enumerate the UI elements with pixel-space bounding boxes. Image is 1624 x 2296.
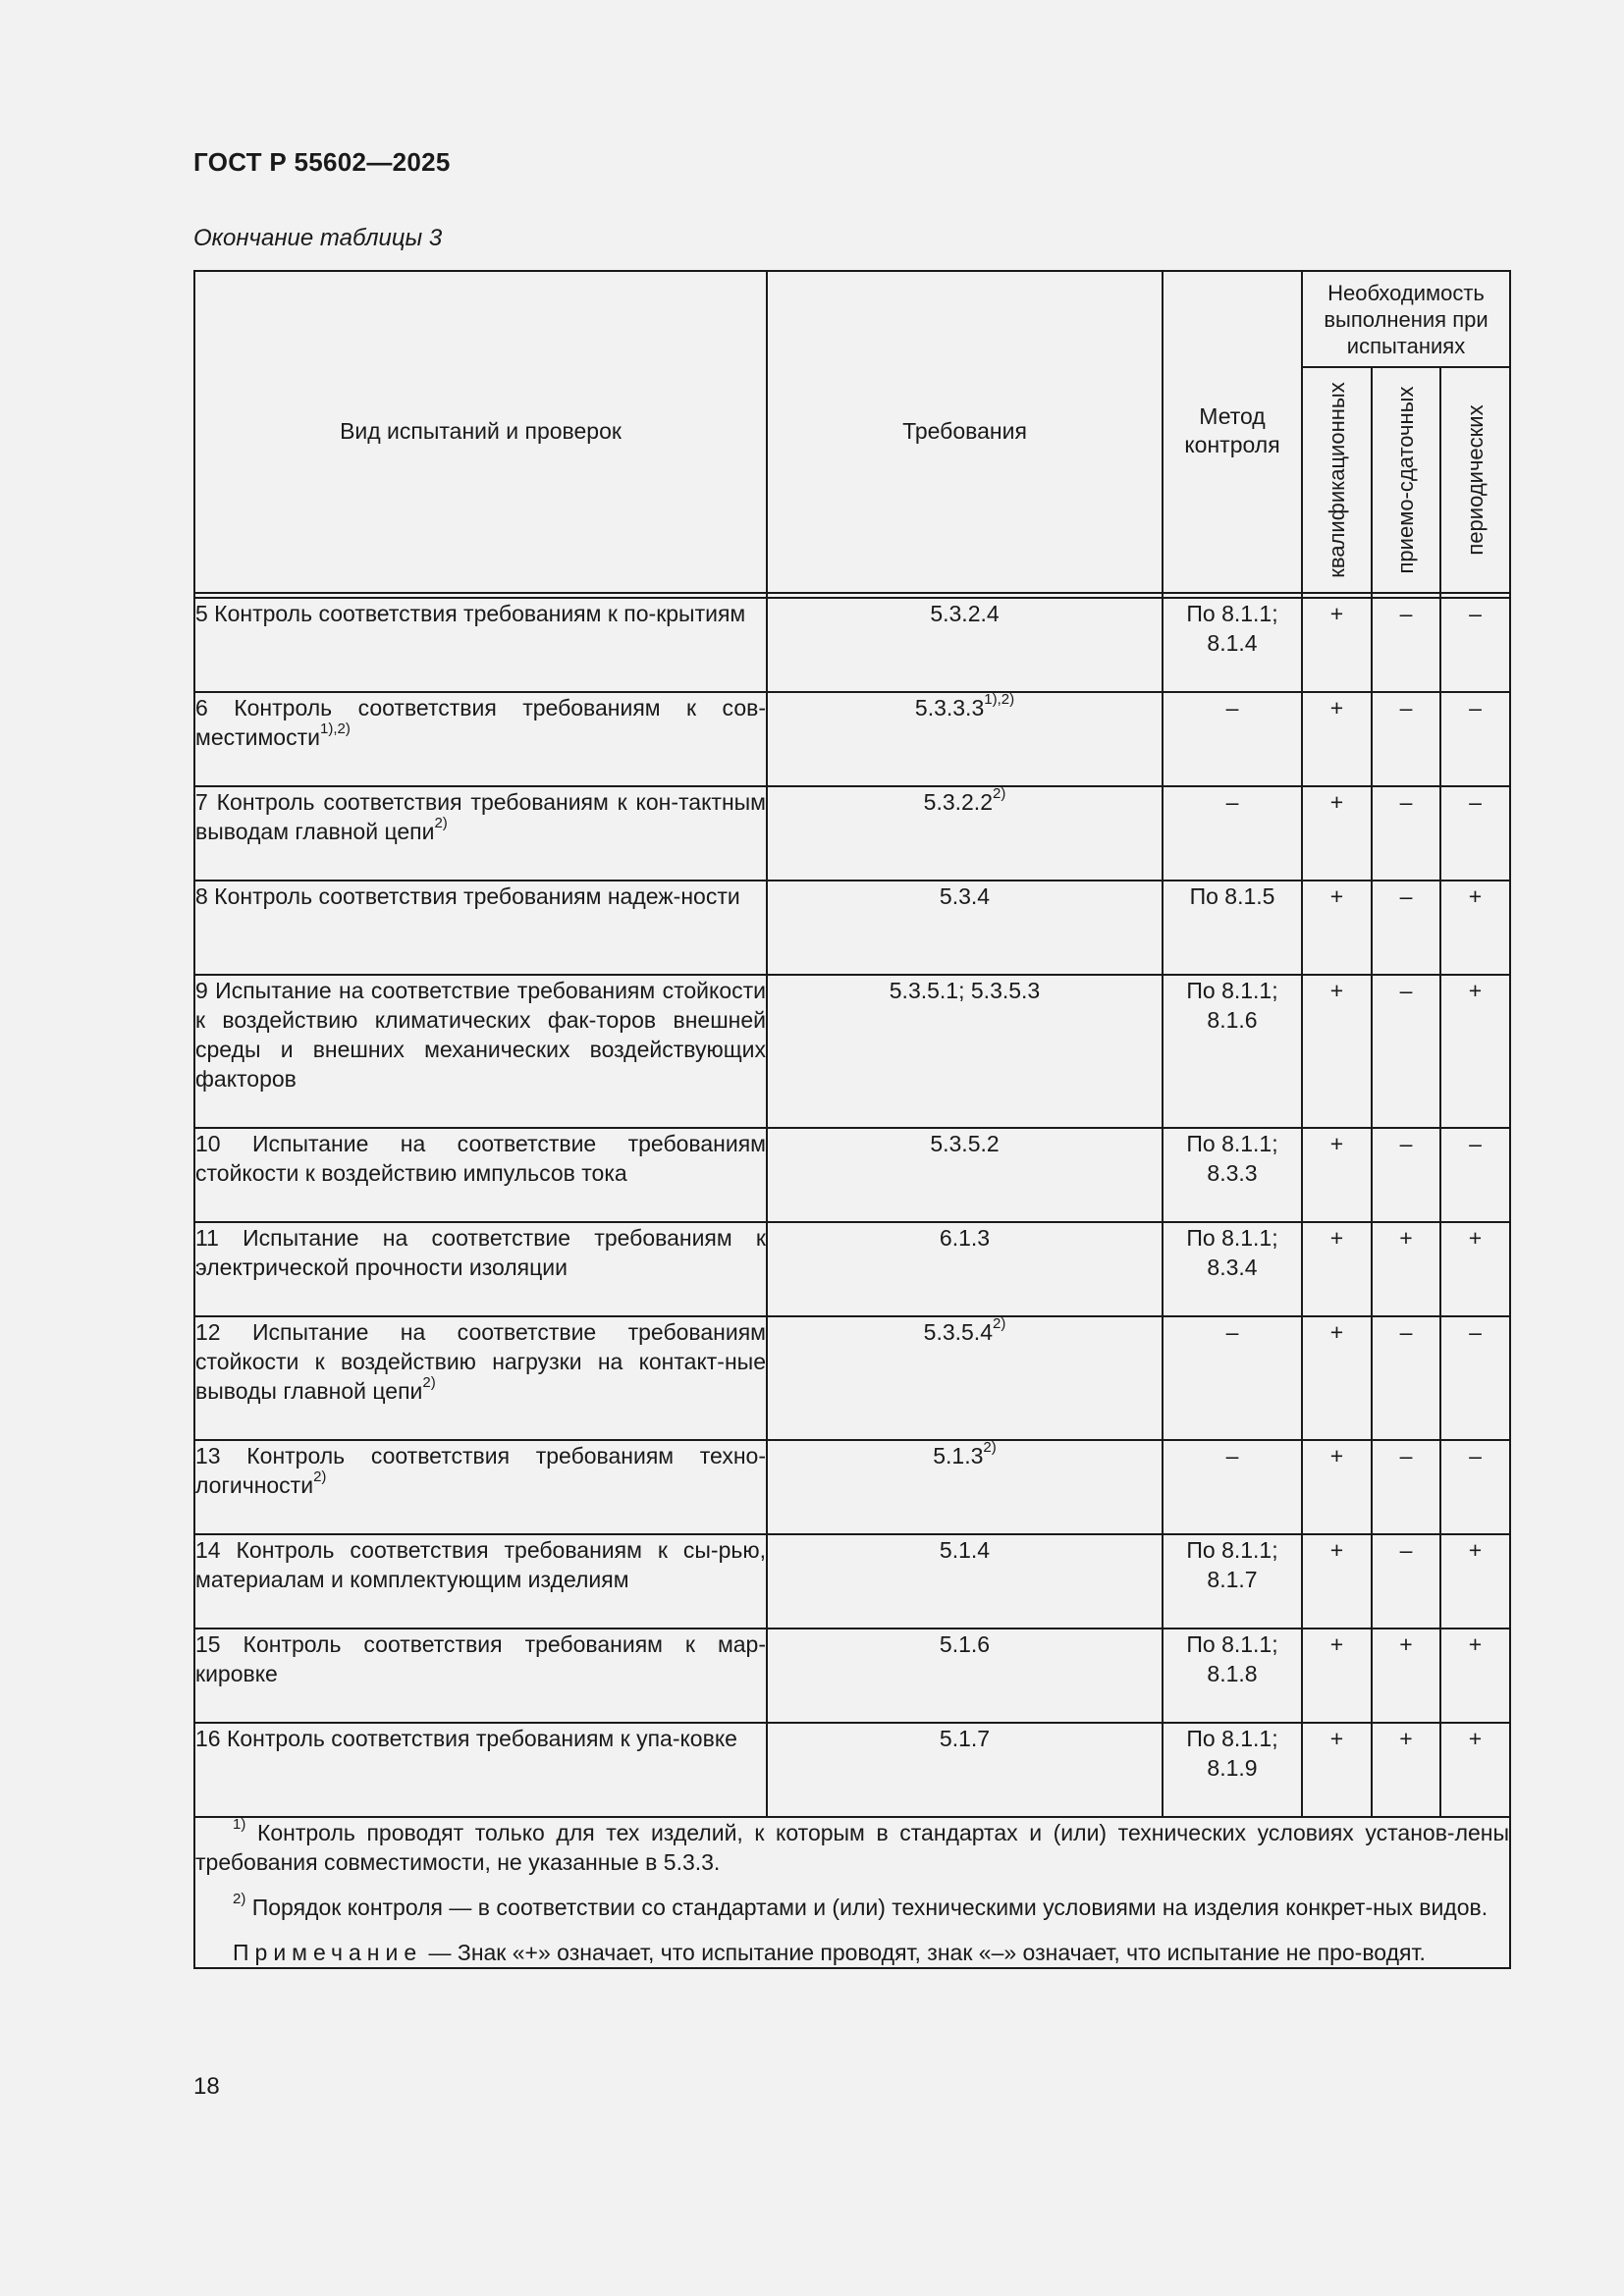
method-cell: – (1163, 1316, 1302, 1440)
header-qualification: квалификационных (1302, 367, 1372, 593)
method-cell: По 8.1.1; 8.1.8 (1163, 1629, 1302, 1723)
requirement-cell: 5.1.7 (767, 1723, 1163, 1817)
acceptance-mark: + (1372, 1723, 1440, 1817)
table-row (194, 1316, 1510, 1440)
requirement-cell: $5.3.3.3^{1),2)}$ (767, 692, 1163, 786)
qualification-mark: + (1302, 598, 1372, 692)
table-row (194, 975, 1510, 1128)
test-name-cell: 8 Контроль соответствия требованиям надеж-ности (194, 881, 767, 975)
requirement-cell: 5.3.4 (767, 881, 1163, 975)
acceptance-mark: – (1372, 598, 1440, 692)
qualification-mark: + (1302, 786, 1372, 881)
qualification-mark: + (1302, 881, 1372, 975)
table-row (194, 1629, 1510, 1723)
acceptance-mark: – (1372, 1128, 1440, 1222)
acceptance-mark: – (1372, 692, 1440, 786)
requirement-cell: 5.3.5.4$^{2)}$ (767, 1316, 1163, 1440)
method-cell: – (1163, 786, 1302, 881)
requirement-cell: 5.3.5.2 (767, 1128, 1163, 1222)
acceptance-mark: – (1372, 1440, 1440, 1534)
table-row (194, 1128, 1510, 1222)
table-row (194, 1534, 1510, 1629)
requirement-cell: 5.3.2.4 (767, 598, 1163, 692)
test-name-cell: 10 Испытание на соответствие требованиям стойкости к воздействию импульсов тока (194, 1128, 767, 1222)
table-row (194, 598, 1510, 692)
header-test-type: Вид испытаний и проверок (194, 271, 767, 593)
qualification-mark: + (1302, 975, 1372, 1128)
method-cell: По 8.1.1; 8.1.4 (1163, 598, 1302, 692)
requirement-cell: 5.1.3$^{2)}$ (767, 1440, 1163, 1534)
table-row (194, 1222, 1510, 1316)
acceptance-mark: + (1372, 1222, 1440, 1316)
method-cell: По 8.1.1; 8.1.9 (1163, 1723, 1302, 1817)
test-name-cell: 6 Контроль соответствия требованиям к сов-местимости$^{1),2)}$ (194, 692, 767, 786)
requirement-cell: 6.1.3 (767, 1222, 1163, 1316)
test-name-cell: 13 Контроль соответствия требованиям техно-логичности$^{2)}$ (194, 1440, 767, 1534)
acceptance-mark: – (1372, 975, 1440, 1128)
qualification-mark: + (1302, 1629, 1372, 1723)
test-name-cell: 15 Контроль соответствия требованиям к мар-кировке (194, 1629, 767, 1723)
test-name-cell: 7 Контроль соответствия требованиям к кон-тактным выводам главной цепи$^{2)}$ (194, 786, 767, 881)
method-cell: – (1163, 1440, 1302, 1534)
test-name-cell: 16 Контроль соответствия требованиям к упа-ковке (194, 1723, 767, 1817)
qualification-mark: + (1302, 1316, 1372, 1440)
acceptance-mark: – (1372, 1316, 1440, 1440)
requirement-cell: 5.3.2.2$^{2)}$ (767, 786, 1163, 881)
document-id: ГОСТ Р 55602—2025 (193, 147, 451, 177)
requirement-cell: 5.1.4 (767, 1534, 1163, 1629)
periodic-mark: + (1440, 975, 1510, 1128)
periodic-mark: – (1440, 1440, 1510, 1534)
footnote-2: $^{2)}$ Порядок контроля — в соответствии со стандартами и (или) техническими условиями на изделия конкрет-ных видов. (233, 1891, 1489, 1920)
table-row (194, 881, 1510, 975)
header-periodic: периодических (1440, 367, 1510, 593)
test-name-cell: 9 Испытание на соответствие требованиям стойкости к воздействию климатических фак-торов внешней среды и внешних механических воздействующих факторов (194, 975, 767, 1128)
header-method: Метод контроля (1163, 271, 1302, 593)
requirements-table (193, 270, 1511, 1969)
table-row (194, 1723, 1510, 1817)
table-row (194, 786, 1510, 881)
header-acceptance: приемо-сдаточных (1372, 367, 1440, 593)
acceptance-mark: + (1372, 1629, 1440, 1723)
periodic-mark: + (1440, 881, 1510, 975)
qualification-mark: + (1302, 1128, 1372, 1222)
periodic-mark: + (1440, 1222, 1510, 1316)
periodic-mark: – (1440, 1128, 1510, 1222)
qualification-mark: + (1302, 1440, 1372, 1534)
table-notes (194, 1817, 1510, 1968)
method-cell: По 8.1.1; 8.3.3 (1163, 1128, 1302, 1222)
qualification-mark: + (1302, 1723, 1372, 1817)
page-number: 18 (193, 2073, 220, 2100)
qualification-mark: + (1302, 1222, 1372, 1316)
table-note: Примечание — Знак «+» означает, что испытание проводят, знак «–» означает, что испытание не про-водят. (233, 1940, 1426, 1965)
method-cell: По 8.1.1; 8.3.4 (1163, 1222, 1302, 1316)
qualification-mark: + (1302, 692, 1372, 786)
method-cell: По 8.1.1; 8.1.7 (1163, 1534, 1302, 1629)
method-cell: По 8.1.5 (1163, 881, 1302, 975)
table-body (194, 598, 1510, 1817)
periodic-mark: – (1440, 786, 1510, 881)
periodic-mark: – (1440, 598, 1510, 692)
table-row (194, 1440, 1510, 1534)
test-name-cell: 14 Контроль соответствия требованиям к сы-рью, материалам и комплектующим изделиям (194, 1534, 767, 1629)
requirement-cell: 5.1.6 (767, 1629, 1163, 1723)
test-name-cell: 12 Испытание на соответствие требованиям стойкости к воздействию нагрузки на контакт-ные выводы главной цепи$^{2)}$ (194, 1316, 767, 1440)
qualification-mark: + (1302, 1534, 1372, 1629)
acceptance-mark: – (1372, 881, 1440, 975)
periodic-mark: + (1440, 1723, 1510, 1817)
periodic-mark: – (1440, 692, 1510, 786)
periodic-mark: + (1440, 1629, 1510, 1723)
table-caption: Окончание таблицы 3 (193, 225, 443, 251)
acceptance-mark: – (1372, 786, 1440, 881)
test-name-cell: 11 Испытание на соответствие требованиям к электрической прочности изоляции (194, 1222, 767, 1316)
method-cell: По 8.1.1; 8.1.6 (1163, 975, 1302, 1128)
method-cell: – (1163, 692, 1302, 786)
acceptance-mark: – (1372, 1534, 1440, 1629)
header-requirements: Требования (767, 271, 1163, 593)
footnote-1: $^{1)}$ Контроль проводят только для тех изделий, к которым в стандартах и (или) технических условиях установ-лены требования совместимости, не указанные в 5.3.3. (195, 1816, 1510, 1875)
header-necessity: Необходимость выполнения при испытаниях (1302, 271, 1510, 367)
test-name-cell: 5 Контроль соответствия требованиям к по-крытиям (194, 598, 767, 692)
requirement-cell: 5.3.5.1; 5.3.5.3 (767, 975, 1163, 1128)
table-row (194, 692, 1510, 786)
periodic-mark: – (1440, 1316, 1510, 1440)
periodic-mark: + (1440, 1534, 1510, 1629)
